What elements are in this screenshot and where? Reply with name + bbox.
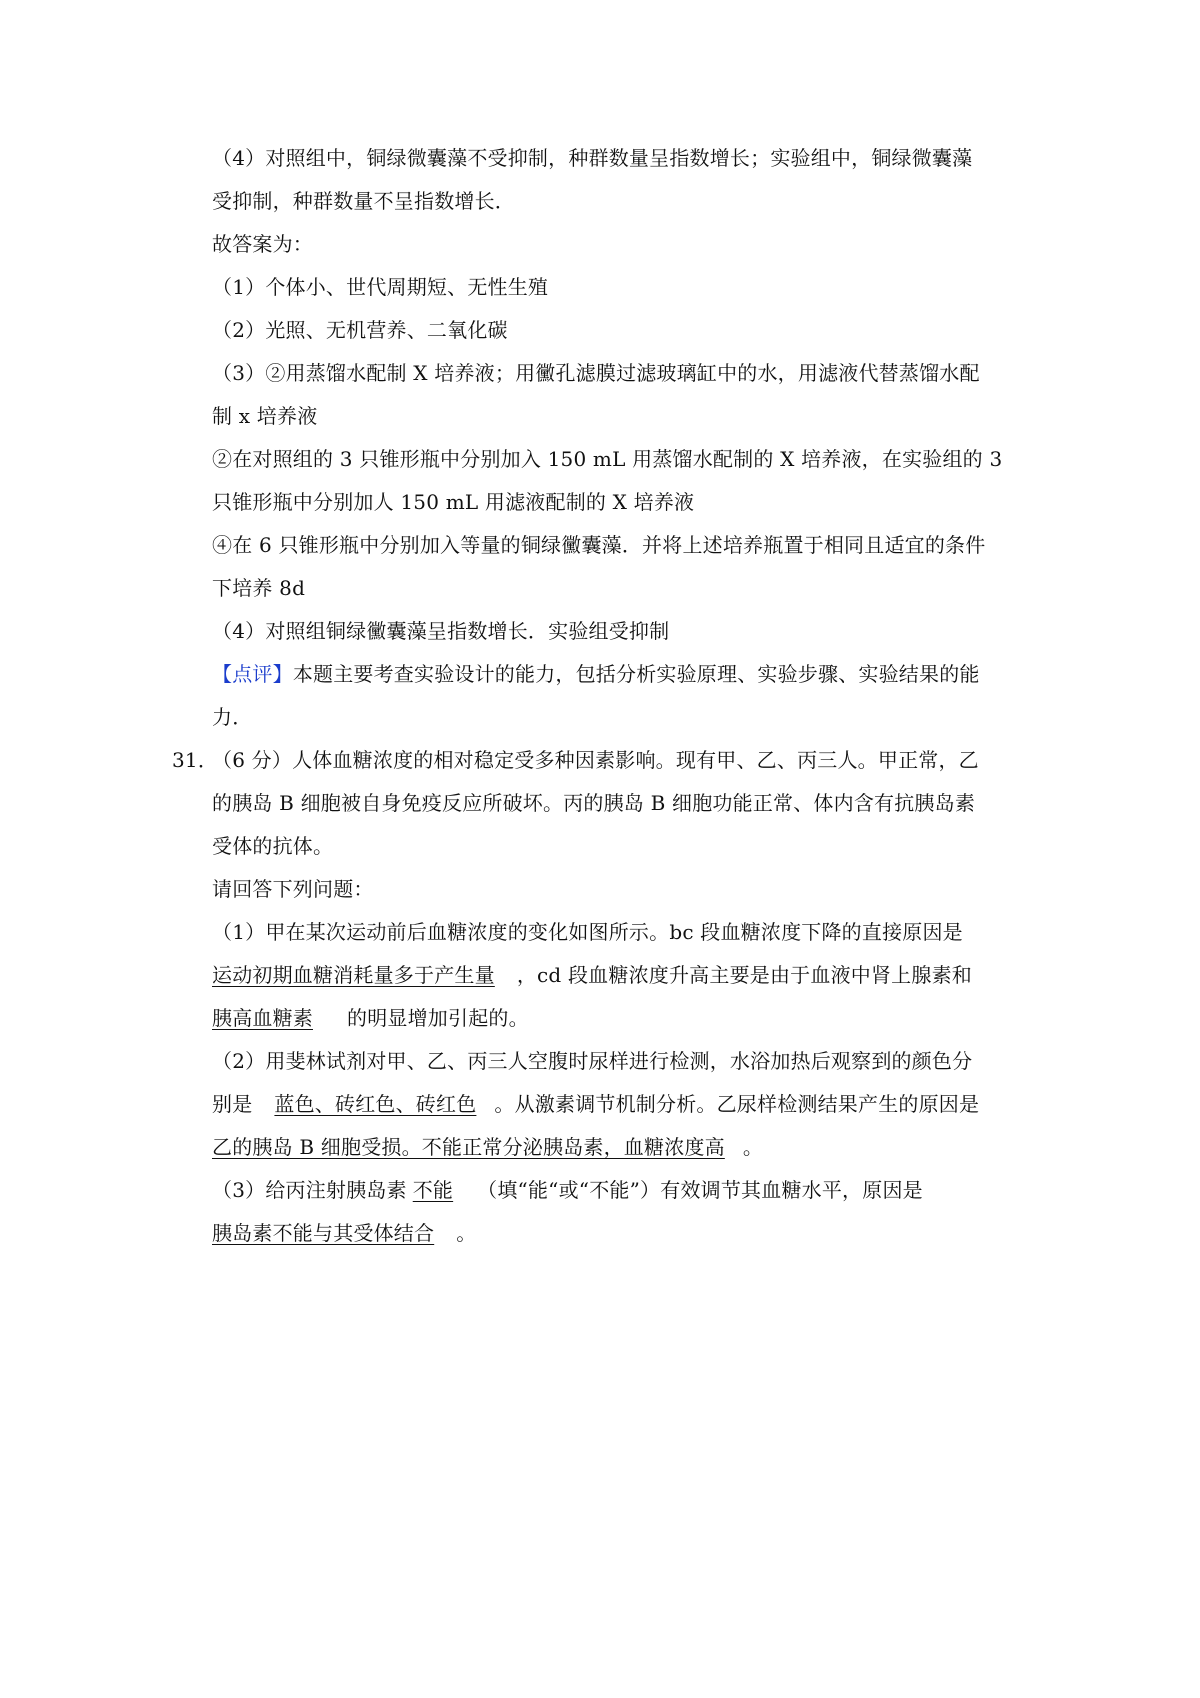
answer-blank-2: 胰高血糖素 xyxy=(212,1006,313,1030)
sub-question-2-line-1: （2）用斐林试剂对甲、乙、丙三人空腹时尿样进行检测，水浴加热后观察到的颜色分 xyxy=(212,1049,973,1073)
answer-blank-6: 胰岛素不能与其受体结合 xyxy=(212,1221,435,1245)
question-number: 31． xyxy=(172,748,219,772)
answer-item-3-line-2: 制 x 培养液 xyxy=(212,404,318,428)
answer-4-line-2: 受抑制，种群数量不呈指数增长． xyxy=(212,189,515,213)
question-prompt: 请回答下列问题： xyxy=(212,877,374,901)
answer-blank-5: 不能 xyxy=(412,1178,454,1202)
comment-text-1: 本题主要考查实验设计的能力，包括分析实验原理、实验步骤、实验结果的能 xyxy=(292,662,980,686)
answer-item-2: （2）光照、无机营养、二氧化碳 xyxy=(212,318,508,342)
comment-line-1 xyxy=(212,660,980,688)
answer-4-line-1: （4）对照组中，铜绿微囊藻不受抑制，种群数量呈指数增长；实验组中，铜绿微囊藻 xyxy=(212,146,973,170)
answer-blank-1: 运动初期血糖消耗量多于产生量 xyxy=(212,963,495,987)
sub-question-2-line-3 xyxy=(212,1133,763,1161)
sub-question-1-mid: ，cd 段血糖浓度升高主要是由于血液中肾上腺素和 xyxy=(516,963,972,987)
answer-item-3c-line-2: 下培养 8d xyxy=(212,576,306,600)
comment-tag: 【点评】 xyxy=(212,662,293,686)
sub-question-2-end: 。 xyxy=(742,1135,764,1159)
answer-blank-3: 蓝色、砖红色、砖红色 xyxy=(274,1092,477,1116)
sub-question-3-line-1 xyxy=(212,1176,923,1204)
sub-question-3-line-2 xyxy=(212,1219,476,1247)
sub-question-1-line-1: （1）甲在某次运动前后血糖浓度的变化如图所示。bc 段血糖浓度下降的直接原因是 xyxy=(212,920,963,944)
sub-question-1-line-3 xyxy=(212,1004,529,1032)
answer-item-4: （4）对照组铜绿黴囊藻呈指数增长．实验组受抑制 xyxy=(212,619,670,643)
answer-item-3b-line-2: 只锥形瓶中分别加人 150 mL 用滤液配制的 X 培养液 xyxy=(212,490,695,514)
sub-question-1-line-2 xyxy=(212,961,972,989)
sub-question-3-pre: （3）给丙注射胰岛素 xyxy=(212,1178,407,1202)
question-stem-line-3: 受体的抗体。 xyxy=(212,834,334,858)
sub-question-2-line-2 xyxy=(212,1090,979,1118)
comment-line-2: 力． xyxy=(212,705,253,729)
question-stem-line-1: （6 分）人体血糖浓度的相对稳定受多种因素影响。现有甲、乙、丙三人。甲正常，乙 xyxy=(212,748,979,772)
question-stem-line-2: 的胰岛 B 细胞被自身免疫反应所破坏。丙的胰岛 B 细胞功能正常、体内含有抗胰岛素 xyxy=(212,791,976,815)
sub-question-1-end: 的明显增加引起的。 xyxy=(347,1006,529,1030)
answer-item-3-line-1: （3）②用蒸馏水配制 X 培养液；用黴孔滤膜过滤玻璃缸中的水，用滤液代替蒸馏水配 xyxy=(212,361,980,385)
answer-blank-4: 乙的胰岛 B 细胞受损。不能正常分泌胰岛素，血糖浓度高 xyxy=(212,1135,725,1159)
sub-question-3-mid: （填“能“或“不能”）有效调节其血糖水平，原因是 xyxy=(477,1178,923,1202)
sub-question-3-end: 。 xyxy=(456,1221,477,1245)
answer-item-3c-line-1: ④在 6 只锥形瓶中分别加入等量的铜绿黴囊藻．并将上述培养瓶置于相同且适宜的条件 xyxy=(212,533,986,557)
answer-item-1: （1）个体小、世代周期短、无性生殖 xyxy=(212,275,549,299)
answer-intro: 故答案为： xyxy=(212,232,313,256)
sub-question-2-pre: 别是 xyxy=(212,1092,253,1116)
answer-item-3b-line-1: ②在对照组的 3 只锥形瓶中分别加入 150 mL 用蒸馏水配制的 X 培养液，在实验组的 3 xyxy=(212,447,1003,471)
sub-question-2-mid: 。从激素调节机制分析。乙尿样检测结果产生的原因是 xyxy=(494,1092,980,1116)
